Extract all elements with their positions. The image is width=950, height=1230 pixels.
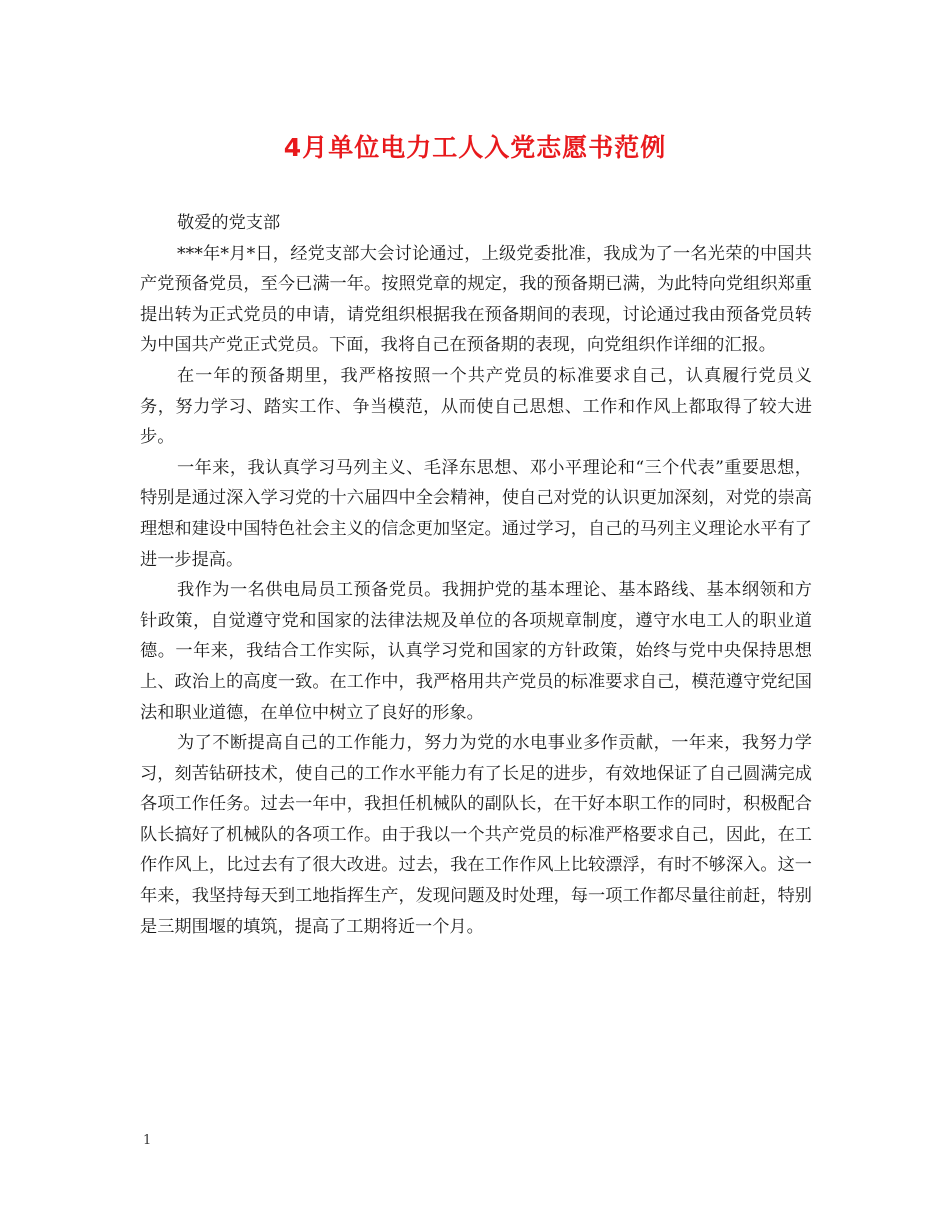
document-title: 4月单位电力工人入党志愿书范例 [283, 133, 667, 162]
page-number: 1 [143, 1133, 152, 1148]
paragraph-1: ***年*月*日，经党支部大会讨论通过，上级党委批准，我成为了一名光荣的中国共产党预备党员，至今已满一年。按照党章的规定，我的预备期已满，为此特向党组织郑重提出转为正式党员的申请，请党组织根据我在预备期间的表现，讨论通过我由预备党员转为中国共产党正式党员。下面，我将自己在预备期的表现，向党组织作详细的汇报。 [140, 243, 812, 356]
paragraph-3: 一年来，我认真学习马列主义、毛泽东思想、邓小平理论和“三个代表”重要思想，特别是通过深入学习党的十六届四中全会精神，使自己对党的认识更加深刻，对党的崇高理想和建设中国特色社会主义的信念更加坚定。通过学习，自己的马列主义理论水平有了进一步提高。 [140, 457, 812, 570]
document-body [140, 208, 812, 942]
salutation: 敬爱的党支部 [177, 213, 281, 233]
paragraph-4: 我作为一名供电局员工预备党员。我拥护党的基本理论、基本路线、基本纲领和方针政策，自觉遵守党和国家的法律法规及单位的各项规章制度，遵守水电工人的职业道德。一年来，我结合工作实际，认真学习党和国家的方针政策，始终与党中央保持思想上、政治上的高度一致。在工作中，我严格用共产党员的标准要求自己，模范遵守党纪国法和职业道德，在单位中树立了良好的形象。 [140, 580, 812, 723]
paragraph-2: 在一年的预备期里，我严格按照一个共产党员的标准要求自己，认真履行党员义务，努力学习、踏实工作、争当模范，从而使自己思想、工作和作风上都取得了较大进步。 [140, 365, 812, 448]
paragraph-5: 为了不断提高自己的工作能力，努力为党的水电事业多作贡献，一年来，我努力学习，刻苦钻研技术，使自己的工作水平能力有了长足的进步，有效地保证了自己圆满完成各项工作任务。过去一年中，我担任机械队的副队长，在干好本职工作的同时，积极配合队长搞好了机械队的各项工作。由于我以一个共产党员的标准严格要求自己，因此，在工作作风上，比过去有了很大改进。过去，我在工作作风上比较漂浮，有时不够深入。这一年来，我坚持每天到工地指挥生产，发现问题及时处理，每一项工作都尽量往前赶，特别是三期围堰的填筑，提高了工期将近一个月。 [140, 733, 812, 937]
